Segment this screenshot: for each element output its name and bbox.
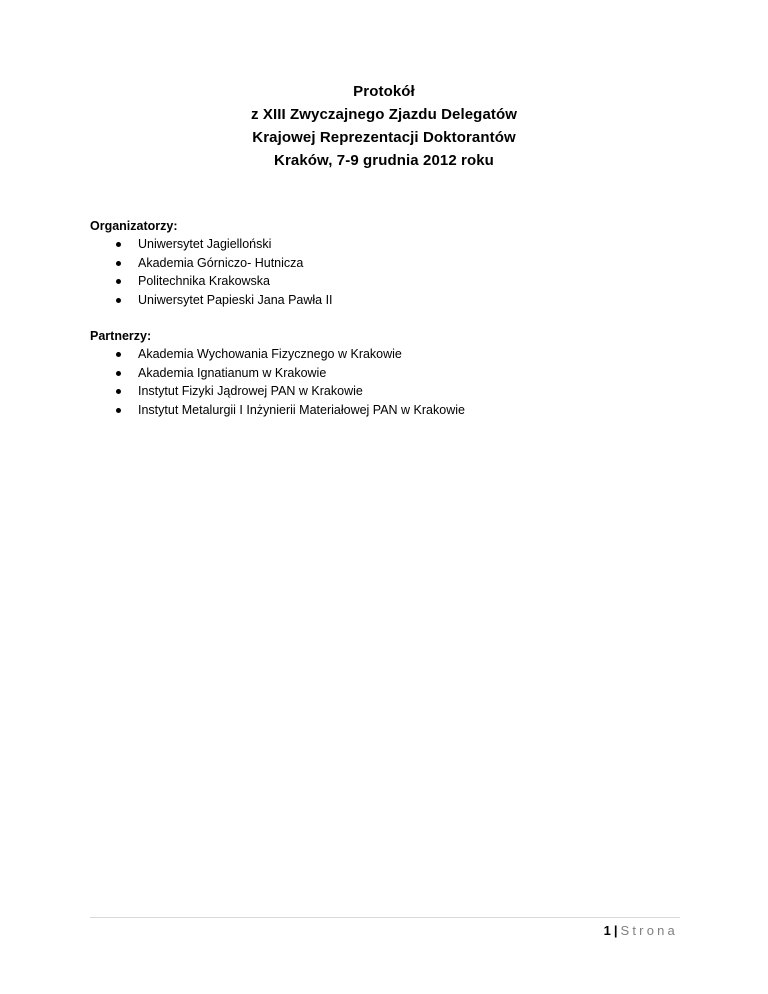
list-item	[90, 382, 690, 401]
bullet-icon	[116, 408, 121, 413]
organizers-heading: Organizatorzy:	[90, 219, 178, 233]
bullet-icon	[116, 352, 121, 357]
organizers-list	[90, 235, 690, 309]
title-line: Krajowej Reprezentacji Doktorantów	[252, 129, 516, 146]
list-item	[90, 254, 690, 273]
bullet-icon	[116, 279, 121, 284]
bullet-icon	[116, 298, 121, 303]
partners-heading: Partnerzy:	[90, 329, 152, 343]
list-item-text: Uniwersytet Papieski Jana Pawła II	[138, 292, 333, 307]
document-title	[0, 80, 768, 172]
list-item-text: Uniwersytet Jagielloński	[138, 237, 272, 251]
bullet-icon	[116, 371, 121, 376]
footer-divider	[90, 917, 680, 918]
list-item	[90, 235, 690, 254]
title-line: Kraków, 7-9 grudnia 2012 roku	[274, 152, 494, 169]
partners-section	[90, 327, 690, 419]
list-item	[90, 291, 690, 310]
bullet-icon	[116, 389, 121, 394]
list-item	[90, 345, 690, 364]
page-label: Strona	[620, 923, 678, 938]
title-line: z XIII Zwyczajnego Zjazdu Delegatów	[250, 106, 518, 123]
page-footer	[604, 922, 678, 940]
organizers-section	[90, 217, 690, 309]
list-item-text: Politechnika Krakowska	[138, 274, 271, 288]
list-item-text: Akademia Ignatianum w Krakowie	[138, 365, 327, 380]
list-item	[90, 272, 690, 291]
partners-list	[90, 345, 690, 419]
list-item-text: Akademia Górniczo- Hutnicza	[138, 255, 304, 270]
list-item-text: Instytut Metalurgii I Inżynierii Materiałowej PAN w Krakowie	[138, 402, 465, 417]
page-number: 1	[603, 923, 611, 938]
bullet-icon	[116, 242, 121, 247]
list-item-text: Instytut Fizyki Jądrowej PAN w Krakowie	[138, 384, 363, 398]
list-item	[90, 364, 690, 383]
footer-separator: |	[613, 923, 618, 938]
title-line: Protokół	[353, 83, 415, 100]
bullet-icon	[116, 261, 121, 266]
list-item-text: Akademia Wychowania Fizycznego w Krakowie	[138, 347, 402, 361]
list-item	[90, 401, 690, 420]
